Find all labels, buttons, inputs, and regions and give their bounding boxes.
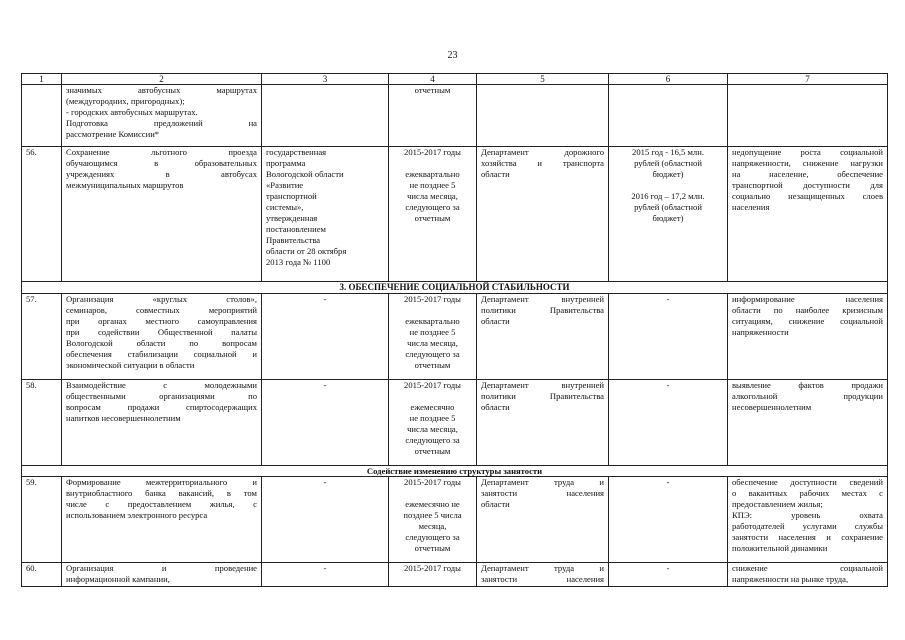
- text-line: хозяйства и транспорта: [481, 158, 604, 168]
- text-line: транспортной доступности для: [732, 180, 883, 190]
- text-line: месяца,: [418, 521, 447, 531]
- text-line: ежемесячно не: [405, 499, 460, 509]
- text-line: несовершеннолетним: [732, 402, 812, 412]
- row-number: [22, 85, 62, 147]
- text-line: числа месяца,: [407, 424, 458, 434]
- text-line: недопущение роста социальной: [732, 147, 883, 157]
- column-number: 2: [62, 74, 262, 85]
- text-line: следующего за: [405, 349, 460, 359]
- text-line: области: [481, 169, 510, 179]
- column-number: 3: [262, 74, 389, 85]
- text-line: отчетным: [414, 213, 451, 223]
- funding-cell: -: [609, 563, 728, 587]
- text-line: на население, обеспечение: [732, 169, 883, 179]
- column-number: 4: [389, 74, 477, 85]
- result-cell: [728, 294, 888, 380]
- column-number: 6: [609, 74, 728, 85]
- row-number: 56.: [22, 147, 62, 282]
- text-line: Департамент внутренней: [481, 294, 604, 304]
- basis-cell: -: [262, 477, 389, 563]
- text-line: ежеквартально: [405, 169, 460, 179]
- measure-cell: [62, 294, 262, 380]
- funding-cell: [609, 147, 728, 282]
- term-cell: [389, 147, 477, 282]
- text-line: ситуациям, снижение социальной: [732, 316, 883, 326]
- text-line: следующего за: [405, 202, 460, 212]
- period-text: 2015-2017 годы: [404, 477, 461, 487]
- text-line: внутриобластного банка вакансий, в том: [66, 488, 257, 498]
- text-line: области по наиболее кризисным: [732, 305, 883, 315]
- text-line: при содействии Общественной палаты: [66, 327, 257, 337]
- text-line: числа месяца,: [407, 338, 458, 348]
- text-line: населения: [732, 202, 770, 212]
- executor-cell: [477, 147, 609, 282]
- table-row: [22, 147, 888, 282]
- text-line: рассмотрение Комиссии*: [66, 129, 160, 139]
- period-text: 2015-2017 годы: [404, 563, 461, 573]
- period-text: 2015-2017 годы: [404, 294, 461, 304]
- text-line: Департамент труда и: [481, 563, 604, 573]
- text-line: значимых автобусных маршрутах: [66, 85, 257, 95]
- term-cell: [389, 380, 477, 466]
- text-line: бюджет): [652, 213, 684, 223]
- text-line: транспортной: [266, 191, 317, 201]
- text-line: - городских автобусных маршрутах.: [66, 107, 198, 117]
- text-line: политики Правительства: [481, 391, 604, 401]
- text-line: следующего за: [405, 532, 460, 542]
- text-line: снижение социальной: [732, 563, 883, 573]
- row-number: 58.: [22, 380, 62, 466]
- text-line: информирование населения: [732, 294, 883, 304]
- text-line: выявление фактов продажи: [732, 380, 883, 390]
- basis-cell: -: [262, 294, 389, 380]
- text-line: экономической ситуации в области: [66, 360, 195, 370]
- text-line: Формирование межтерриториального и: [66, 477, 257, 487]
- text-line: не позднее 5: [409, 413, 456, 423]
- subsection-heading-row: [22, 466, 888, 477]
- text-line: Организация и проведение: [66, 563, 257, 573]
- text-line: позднее 5 числа: [403, 510, 462, 520]
- column-number: 1: [22, 74, 62, 85]
- result-cell: [728, 563, 888, 587]
- text-line: обеспечение доступности сведений: [732, 477, 883, 487]
- text-line: при органах местного самоуправления: [66, 316, 257, 326]
- basis-cell: -: [262, 563, 389, 587]
- text-line: Департамент дорожного: [481, 147, 604, 157]
- text-line: Сохранение льготного проезда: [66, 147, 257, 157]
- text-line: Вологодской области: [266, 169, 344, 179]
- text-line: напряженности на рынке труда,: [732, 574, 849, 584]
- executor-cell: [477, 477, 609, 563]
- text-line: программа: [266, 158, 306, 168]
- section-heading: 3. ОБЕСПЕЧЕНИЕ СОЦИАЛЬНОЙ СТАБИЛЬНОСТИ: [22, 282, 888, 294]
- text-line: напитков несовершеннолетним: [66, 413, 181, 423]
- text-line: алкогольной продукции: [732, 391, 883, 401]
- text-line: положительной динамики: [732, 543, 828, 553]
- text-line: Подготовка предложений на: [66, 118, 257, 128]
- row-number: 59.: [22, 477, 62, 563]
- text-line: Вологодской области по вопросам: [66, 338, 257, 348]
- text-line: предоставлением жилья;: [732, 499, 823, 509]
- executor-cell: [477, 294, 609, 380]
- subsection-heading: Содействие изменению структуры занятости: [22, 466, 888, 477]
- text-line: занятости населения и сохранение: [732, 532, 883, 542]
- text-line: 2015 год - 16,5 млн.: [632, 147, 704, 157]
- text-line: числа месяца,: [407, 191, 458, 201]
- text-line: Департамент труда и: [481, 477, 604, 487]
- row-number: 60.: [22, 563, 62, 587]
- text-line: КПЭ: уровень охвата: [732, 510, 883, 520]
- basis-cell: [262, 147, 389, 282]
- text-line: области: [481, 402, 510, 412]
- result-cell: [728, 477, 888, 563]
- text-line: общественными организациями по: [66, 391, 257, 401]
- text-line: рублей (областной: [634, 202, 702, 212]
- text-line: 2013 года № 1100: [266, 257, 331, 267]
- measure-cell: [62, 563, 262, 587]
- text-line: ежеквартально: [405, 316, 460, 326]
- measure-cell: [62, 380, 262, 466]
- text-line: бюджет): [652, 169, 684, 179]
- section-heading-row: [22, 282, 888, 294]
- term-cell: [389, 85, 477, 147]
- table-row: [22, 85, 888, 147]
- basis-cell: [262, 85, 389, 147]
- text-line: социально незащищенных слоев: [732, 191, 883, 201]
- text-line: утвержденная: [266, 213, 318, 223]
- executor-cell: [477, 85, 609, 147]
- measure-cell: [62, 477, 262, 563]
- text-line: (междугородних, пригородных);: [66, 96, 185, 106]
- term-cell: [389, 294, 477, 380]
- text-line: области: [481, 499, 510, 509]
- text-line: занятости населения: [481, 488, 604, 498]
- text-line: учреждениях в автобусах: [66, 169, 257, 179]
- measure-cell: [62, 147, 262, 282]
- page-number: 23: [447, 50, 458, 61]
- table-row: [22, 477, 888, 563]
- text-line: «Развитие: [266, 180, 304, 190]
- text-line: отчетным: [414, 446, 451, 456]
- period-text: 2015-2017 годы: [404, 380, 461, 390]
- text-line: использованием электронного ресурса: [66, 510, 208, 520]
- result-cell: [728, 380, 888, 466]
- text-line: информационной кампании,: [66, 574, 170, 584]
- funding-cell: -: [609, 477, 728, 563]
- text-line: постановлением: [266, 224, 326, 234]
- basis-cell: -: [262, 380, 389, 466]
- text-line: напряженности: [732, 327, 789, 337]
- funding-cell: [609, 85, 728, 147]
- text-line: семинаров, совместных мероприятий: [66, 305, 257, 315]
- text-line: политики Правительства: [481, 305, 604, 315]
- row-number: 57.: [22, 294, 62, 380]
- text-line: не позднее 5: [409, 180, 456, 190]
- measure-cell: [62, 85, 262, 147]
- text-line: работодателей услугами службы: [732, 521, 883, 531]
- text-line: обеспечения стабилизации социальной и: [66, 349, 257, 359]
- text-line: государственная: [266, 147, 327, 157]
- text-line: Взаимодействие с молодежными: [66, 380, 257, 390]
- text-line: Правительства: [266, 235, 321, 245]
- term-cell: [389, 563, 477, 587]
- text-line: рублей (областной: [634, 158, 702, 168]
- text-line: числе с предоставлением жилья, с: [66, 499, 257, 509]
- result-cell: [728, 147, 888, 282]
- funding-cell: -: [609, 294, 728, 380]
- text-line: области: [481, 316, 510, 326]
- executor-cell: [477, 380, 609, 466]
- text-line: Организация «круглых столов»,: [66, 294, 257, 304]
- text-line: следующего за: [405, 435, 460, 445]
- text-line: напряженности, снижение нагрузки: [732, 158, 883, 168]
- table-row: [22, 380, 888, 466]
- executor-cell: [477, 563, 609, 587]
- text-line: 2016 год – 17,2 млн.: [631, 191, 705, 201]
- column-number: 5: [477, 74, 609, 85]
- table-row: [22, 294, 888, 380]
- column-number-row: [22, 74, 888, 85]
- measures-table: [21, 73, 888, 587]
- term-cell: [389, 477, 477, 563]
- text-line: отчетным: [414, 543, 451, 553]
- text-line: межмуниципальных маршрутов: [66, 180, 184, 190]
- text-line: системы»,: [266, 202, 304, 212]
- text-line: о вакантных рабочих местах с: [732, 488, 883, 498]
- column-number: 7: [728, 74, 888, 85]
- text-line: не позднее 5: [409, 327, 456, 337]
- text-line: вопросам продажи спиртосодержащих: [66, 402, 257, 412]
- text-line: ежемесячно: [410, 402, 455, 412]
- text-line: отчетным: [414, 85, 451, 95]
- text-line: отчетным: [414, 360, 451, 370]
- text-line: обучающимся в образовательных: [66, 158, 257, 168]
- text-line: Департамент внутренней: [481, 380, 604, 390]
- text-line: занятости населения: [481, 574, 604, 584]
- result-cell: [728, 85, 888, 147]
- text-line: области от 28 октября: [266, 246, 347, 256]
- funding-cell: -: [609, 380, 728, 466]
- table-row: [22, 563, 888, 587]
- period-text: 2015-2017 годы: [404, 147, 461, 157]
